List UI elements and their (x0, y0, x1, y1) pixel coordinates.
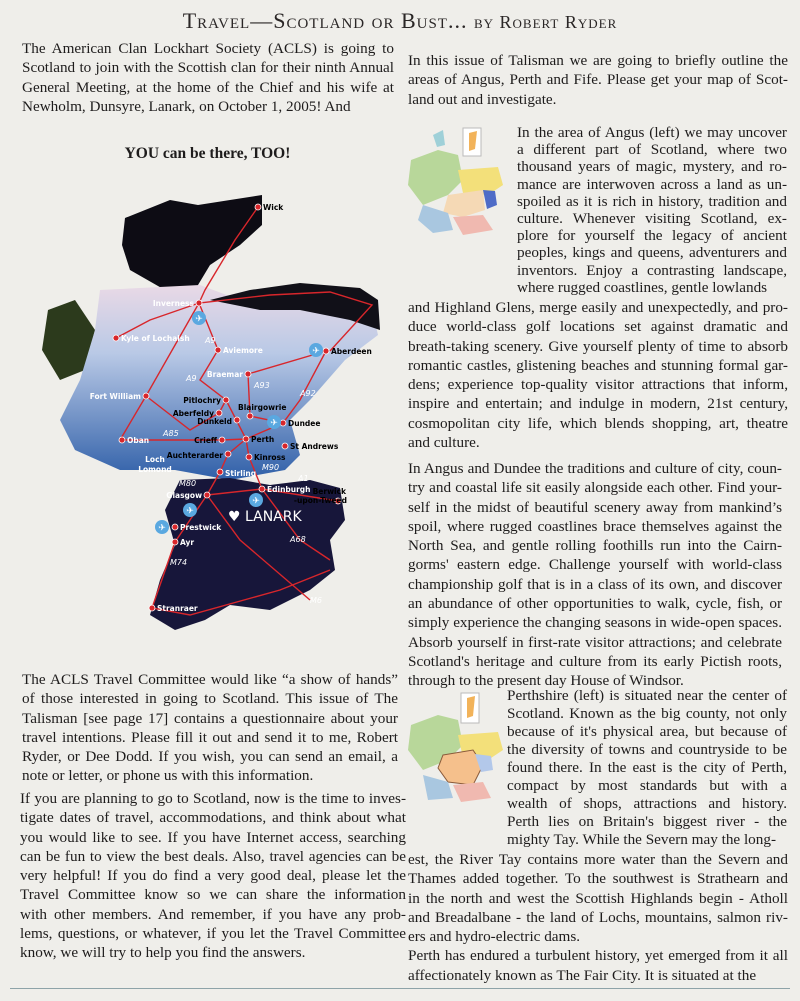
scotland-road-map (0, 0, 400, 660)
text-line: simply experience the changing seasons in wide-open spaces. (408, 614, 782, 632)
text-line: Absorb yourself in first-rate visitor attractions; and celebrate (408, 633, 782, 651)
text-line: affectionately known as The Fair City. It is situated at the (408, 966, 757, 984)
city-label: Braemar (206, 370, 243, 379)
text-line: land out and investigate. (408, 90, 557, 108)
text-line: and Breadalbane - the land of Lochs, mountains, salmon riv- (408, 908, 788, 926)
angus-locator-map (403, 125, 515, 237)
text-line: culture. Whenever visiting Scotland, ex- (517, 210, 787, 228)
text-line: General Meeting, at the home of the Chief and his wife at (22, 78, 394, 96)
city-dot (204, 492, 210, 498)
text-line: cosmopolitan city life, which blends shopping, art, theatre (408, 414, 788, 432)
city-label: Crieff (194, 436, 217, 445)
city-dot (196, 300, 202, 306)
text-line: breath-taking scenery. Give yourself plenty of time to absorb (408, 337, 788, 355)
text-line: spoil, where rugged coastlines brace themselves against the (408, 517, 782, 535)
city-label: Blairgowrie (238, 403, 287, 412)
text-line: lems, questions, or whatever, if you let the Travel Committee (20, 925, 406, 943)
city-label: Stirling (225, 469, 257, 478)
city-dot (259, 486, 265, 492)
city-label: Aviemore (223, 346, 263, 355)
city-label: Glasgow (166, 491, 202, 500)
city-dot (323, 348, 329, 354)
byline: by Robert Ryder (473, 12, 618, 32)
city-dot (119, 437, 125, 443)
text-line: Scotland. Known as the big county, not only (507, 705, 787, 722)
road-number-label: A9 (186, 374, 197, 383)
text-line: tigate dates of travel, accommodations, and think about what (20, 809, 406, 827)
text-line: thousand years of magic, mystery, and ro- (517, 158, 787, 176)
perthshire-locator-map (403, 690, 508, 805)
plane-glyph: ✈ (158, 523, 166, 534)
text-line: The American Clan Lockhart Society (ACLS) is going to (22, 40, 394, 57)
text-line: North Sea, and gentle rolling foothills run into the Cairn- (408, 537, 782, 555)
text-line: mighty Tay. While the Severn may the long- (507, 831, 777, 848)
city-dot (143, 393, 149, 399)
text-line: Talisman [see page 17] contains a questionnaire about your (22, 709, 398, 727)
city-label: Kyle of Lochalsh (121, 334, 190, 343)
text-line: with other members. And remember, if you have any prob- (20, 905, 406, 923)
city-dot (247, 413, 253, 419)
angus-paragraph-wrapped (517, 124, 787, 296)
text-line: found there. In the east is the city of Perth, (507, 759, 787, 776)
plane-glyph: ✈ (252, 496, 260, 507)
city-label: Edinburgh (267, 485, 311, 494)
angus-paragraph-full (408, 298, 788, 452)
callout-text: YOU can be there, TOO! (124, 145, 291, 162)
perthshire-paragraph-wrapped (507, 687, 787, 849)
lanark-label: ♥ LANARK (228, 509, 302, 525)
text-line: Scotland's heritage and culture from its early Pictish roots, (408, 652, 782, 670)
text-line: very helpful! If you do find a very good deal, please let the (20, 867, 406, 885)
text-line: In Angus and Dundee the traditions and culture of city, coun- (408, 460, 782, 477)
text-line: inventors. Enjoy a contrasting landscape, (517, 261, 787, 279)
planning-paragraph (20, 789, 406, 963)
city-label: Oban (127, 436, 150, 445)
text-line: try and coastal life sit easily alongside each other. Find your- (408, 479, 782, 497)
city-label: Kinross (254, 453, 286, 462)
city-dot (255, 204, 261, 210)
city-label: Inverness (152, 299, 194, 308)
text-line: championship golf that is in a class of its own, and discover (408, 575, 782, 593)
text-line: duce world-class golf locations set against dramatic and (408, 318, 788, 336)
text-line: the diversity of towns and countryside to be (507, 741, 787, 758)
text-line: in the north and west the Scottish Highlands begin - Atholl (408, 889, 788, 907)
road-number-label: A85 (163, 429, 179, 438)
city-label: Dundee (288, 419, 321, 428)
plane-glyph: ✈ (270, 418, 278, 429)
road-number-label: A92 (300, 389, 316, 398)
text-line: Scotland to join with the Scottish clan for their ninth Annual (22, 59, 394, 77)
text-line: gorms' eastern edge. Challenge yourself with world-class (408, 556, 782, 574)
committee-paragraph (22, 670, 398, 786)
road-number-label: A9 (205, 336, 216, 345)
city-label: Perth (251, 435, 275, 444)
city-dot (172, 539, 178, 545)
text-line: Thames added together. To the southwest is Strathearn and (408, 870, 788, 888)
road-number-label: M6 (310, 596, 322, 605)
text-line: areas of Angus, Perth and Fife. Please get your map of Scot- (408, 71, 788, 89)
text-line: dens; experience top-quality visitor attractions that inform, (408, 376, 788, 394)
city-label: Lomond (138, 465, 172, 474)
city-label: Aberfeldy (172, 409, 214, 418)
city-label: -upon-Tweed (293, 496, 347, 505)
city-dot (216, 410, 222, 416)
text-line: you would like to see. If you have Internet access, searching (20, 828, 406, 846)
text-line: est, the River Tay contains more water than the Severn and (408, 851, 788, 868)
text-line: compact by most standards but with a (507, 777, 787, 794)
plane-glyph: ✈ (195, 314, 203, 325)
text-line: Perthshire (left) is situated near the center of (507, 687, 787, 704)
plane-glyph: ✈ (186, 506, 194, 517)
text-line: inspire and entertain; and indulge in modern, 21st century, (408, 395, 788, 413)
city-label: Prestwick (180, 523, 222, 532)
title-text: Travel—Scotland or Bust... (182, 8, 468, 33)
city-label: Ayr (180, 538, 195, 547)
text-line: In this issue of Talisman we are going to briefly outline the (408, 52, 788, 69)
city-dot (225, 451, 231, 457)
road-number-label: A68 (290, 535, 306, 544)
text-line: plore for yourself the legacy of ancient (517, 227, 787, 245)
city-label: Berwick (312, 487, 346, 496)
text-line: wealth of shops, attractions and history. (507, 795, 787, 812)
right-intro-paragraph (408, 51, 788, 109)
city-dot (223, 397, 229, 403)
city-dot (172, 524, 178, 530)
city-label: Aberdeen (331, 347, 372, 356)
text-line: ers and hydro-electric dams. (408, 928, 581, 946)
text-line: a different part of Scotland, where two (517, 141, 787, 159)
city-dot (215, 347, 221, 353)
text-line: mance are interwoven across a land as un- (517, 175, 787, 193)
city-dot (243, 436, 249, 442)
perthshire-paragraph-full (408, 850, 788, 985)
text-line: of those interested in going to Scotland. This issue of The (22, 690, 398, 708)
text-line: and Highland Glens, merge easily and unexpectedly, and pro- (408, 299, 788, 316)
city-dot (245, 371, 251, 377)
text-line: know, we will try to help you find the answers. (20, 944, 306, 962)
dundee-paragraph (408, 459, 782, 691)
road-number-label: A1 (298, 474, 309, 483)
bottom-divider (10, 988, 790, 989)
text-line: travel intentions. Please fill it out and send it to me, Robert (22, 728, 398, 746)
city-label: Stranraer (157, 604, 198, 613)
text-line: The ACLS Travel Committee would like “a show of hands” (22, 671, 398, 688)
city-dot (282, 443, 288, 449)
text-line: note or letter, or phone us with this information. (22, 767, 314, 785)
city-label: Wick (263, 203, 284, 212)
text-line: Perth has endured a turbulent history, yet emerged from it all (408, 947, 788, 965)
text-line: self in the midst of beautiful scenery away from mankind’s (408, 498, 782, 516)
text-line: can be fun to view the best deals. Also, travel agencies can be (20, 847, 406, 865)
text-line: Newholm, Dunsyre, Lanark, on October 1, 2005! And (22, 97, 351, 115)
city-dot (149, 605, 155, 611)
city-dot (113, 335, 119, 341)
text-line: Perth lies on Britain's biggest river - the (507, 813, 787, 830)
city-dot (246, 454, 252, 460)
text-line: romantic castles, glistening beaches and stunning formal gar- (408, 356, 788, 374)
city-label: Dunkeld (197, 417, 232, 426)
text-line: Ryder, or Dee Dodd. If you wish, you can send an email, a (22, 748, 398, 766)
plane-glyph: ✈ (312, 346, 320, 357)
city-label: St Andrews (290, 442, 339, 451)
city-label: Loch (145, 455, 165, 464)
text-line: spoiled as it is rich in history, tradition and (517, 192, 787, 210)
road-number-label: A93 (254, 381, 270, 390)
city-dot (219, 437, 225, 443)
text-line: and culture. (408, 434, 480, 452)
text-line: If you are planning to go to Scotland, now is the time to inves- (20, 790, 406, 807)
text-line: because of it's physical area, but because of (507, 723, 787, 740)
road-number-label: M74 (170, 558, 188, 567)
text-line: through to the present day House of Windsor. (408, 672, 684, 690)
city-label: Fort William (89, 392, 141, 401)
text-line: Travel Committee know so we can share the information (20, 886, 406, 904)
text-line: an abundance of other opportunities to walk, cycle, fish, or (408, 595, 782, 613)
city-label: Auchterarder (166, 451, 223, 460)
road-number-label: M80 (179, 479, 197, 488)
road-number-label: M90 (262, 463, 280, 472)
text-line: where rugged coastlines, gentle lowlands (517, 278, 768, 296)
text-line: In the area of Angus (left) we may uncover (517, 124, 787, 141)
text-line: peoples, kings and queens, adventurers and (517, 244, 787, 262)
map-north-highlands (122, 195, 262, 290)
city-dot (217, 469, 223, 475)
city-dot (234, 417, 240, 423)
city-label: Pitlochry (183, 396, 221, 405)
